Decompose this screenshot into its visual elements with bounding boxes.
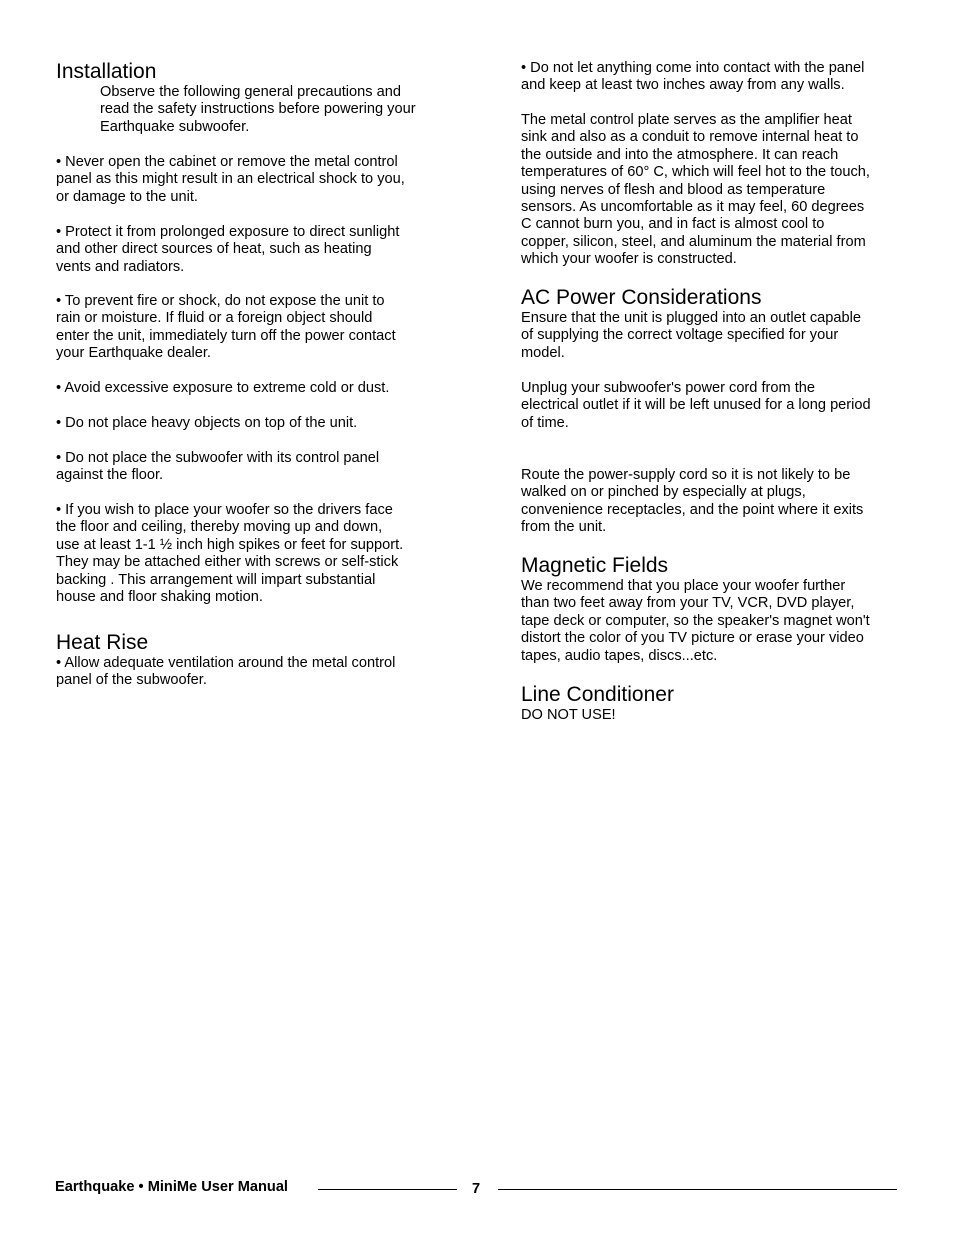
bullet-text: • Do not place heavy objects on top of the unit. [56, 415, 358, 431]
footer-rule-left [318, 1189, 457, 1190]
bullet-cold [56, 380, 436, 397]
bullet-spikes [56, 502, 436, 606]
footer-title: Earthquake • MiniMe User Manual [55, 1179, 288, 1195]
ac-power-heading: AC Power Considerations [521, 286, 762, 309]
installation-section [56, 61, 436, 136]
magnetic-heading: Magnetic Fields [521, 554, 669, 577]
heat-rise-section [56, 632, 436, 690]
line-conditioner-section [521, 684, 901, 724]
bullet-text: • To prevent fire or shock, do not expose the unit to rain or moisture. If fluid or a foreign object should enter the unit, immediately turn off the power contact your Earthquake dealer. [56, 293, 396, 362]
line-conditioner-body: DO NOT USE! [521, 707, 616, 723]
magnetic-section [521, 555, 901, 665]
footer-rule-right [498, 1189, 897, 1190]
bullet-text: • Protect it from prolonged exposure to direct sunlight and other direct sources of heat, such as heating vents and radiators. [56, 224, 400, 275]
heat-rise-body-block [521, 112, 901, 269]
installation-intro-first [56, 84, 436, 136]
heat-rise-heading: Heat Rise [56, 631, 149, 654]
bullet-text: • Never open the cabinet or remove the metal control panel as this might result in an electrical shock to you, or damage to the unit. [56, 154, 405, 205]
bullet-heavy [56, 415, 436, 432]
bullet-text: • Do not place the subwoofer with its control panel against the floor. [56, 450, 380, 484]
line-conditioner-heading: Line Conditioner [521, 683, 674, 706]
ac-power-paragraph: Route the power-supply cord so it is not likely to be walked on or pinched by especially at plugs, convenience receptacles, and the point where it exits from the unit. [521, 467, 864, 536]
installation-heading: Installation [56, 60, 157, 83]
bullet-fire [56, 293, 436, 363]
ac-power-paragraph: Ensure that the unit is plugged into an outlet capable of supplying the correct voltage specified for your model. [521, 310, 861, 361]
ac-power-section [521, 287, 901, 362]
ac-power-paragraph: Unplug your subwoofer's power cord from the electrical outlet if it will be left unused for a long period of time. [521, 380, 871, 431]
ac-power-route-block [521, 467, 901, 537]
bullet-floor [56, 450, 436, 485]
heat-rise-bullet-ventilation: • Allow adequate ventilation around the metal control panel of the subwoofer. [56, 655, 396, 689]
ac-power-unplug-block [521, 380, 901, 432]
installation-intro: Observe the following general precautions and read the safety instructions before powering your Earthquake subwoofer. [100, 84, 416, 135]
magnetic-body: We recommend that you place your woofer further than two feet away from your TV, VCR, DVD player, tape deck or computer, so the speaker's magnet won't distort the color of you TV picture or erase your video tapes, audio tapes, discs...etc. [521, 578, 870, 664]
heat-rise-body: The metal control plate serves as the amplifier heat sink and also as a conduit to remove internal heat to the outside and into the atmosphere. It can reach temperatures of 60° C, which will feel hot to the touch, using nerves of flesh and blood as temperature sensors. As uncomfortable as it may feel, 60 degrees C cannot burn you, and in fact is almost cool to copper, silicon, steel, and aluminum the material from which your woofer is constructed. [521, 112, 870, 268]
bullet-text: • If you wish to place your woofer so the drivers face the floor and ceiling, thereby moving up and down, use at least 1-1 ½ inch high spikes or feet for support. They may be attached either with screws or self-stick backing . This arrangement will impart substantial house and floor shaking motion. [56, 502, 404, 606]
bullet-sunlight [56, 224, 436, 276]
heat-rise-bullet-walls: • Do not let anything come into contact with the panel and keep at least two inches away from any walls. [521, 60, 865, 94]
bullet-text: • Avoid excessive exposure to extreme cold or dust. [56, 380, 390, 396]
bullet-cabinet [56, 154, 436, 206]
page-number: 7 [472, 1181, 481, 1197]
heat-rise-bullet-walls-block [521, 60, 901, 95]
